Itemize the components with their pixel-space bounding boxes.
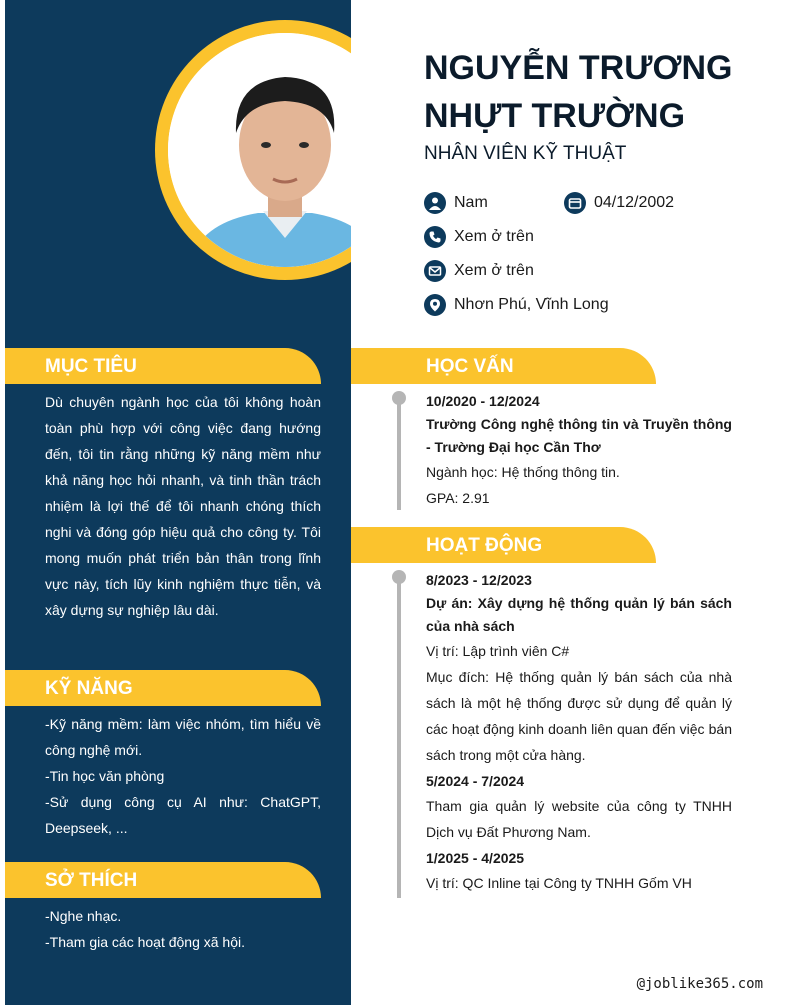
phone-value: Xem ở trên — [454, 228, 534, 245]
education-school: Trường Công nghệ thông tin và Truyền thông - Trường Đại học Cần Thơ — [426, 416, 732, 455]
activity-date: 5/2024 - 7/2024 — [426, 773, 525, 789]
skill-item: -Kỹ năng mềm: làm việc nhóm, tìm hiểu về công nghệ mới. — [45, 716, 321, 758]
hobbies-title: SỞ THÍCH — [45, 870, 138, 891]
skills-header — [5, 670, 321, 706]
activities-header — [351, 527, 656, 563]
activities-title: HOẠT ĐỘNG — [426, 535, 543, 556]
skill-item: -Tin học văn phòng — [45, 768, 165, 784]
education-date: 10/2020 - 12/2024 — [426, 393, 540, 409]
name-line-2: NHỰT TRƯỜNG — [424, 97, 686, 135]
activities-timeline-line — [397, 577, 401, 898]
activity-role: Vị trí: Lập trình viên C# — [426, 643, 570, 659]
hobbies-section — [45, 903, 321, 955]
birthday-row — [564, 192, 674, 214]
name-line-1: NGUYỄN TRƯƠNG — [424, 49, 733, 87]
job-title: NHÂN VIÊN KỸ THUẬT — [424, 143, 627, 164]
email-row — [424, 260, 534, 282]
education-timeline-line — [397, 398, 401, 510]
activity-description: Vị trí: QC Inline tại Công ty TNHH Gốm VH — [426, 875, 692, 891]
calendar-icon — [564, 192, 586, 214]
gender-row — [424, 192, 488, 214]
activity-description: Tham gia quản lý website của công ty TNHH Dịch vụ Đất Phương Nam. — [426, 798, 732, 840]
activity-date: 1/2025 - 4/2025 — [426, 850, 525, 866]
user-icon — [424, 192, 446, 214]
phone-icon — [424, 226, 446, 248]
address-row — [424, 294, 609, 316]
birthday-value: 04/12/2002 — [594, 194, 675, 211]
hobby-item: -Tham gia các hoạt động xã hội. — [45, 934, 246, 950]
mail-icon — [424, 260, 446, 282]
skills-title: KỸ NĂNG — [45, 678, 133, 699]
objective-text: Dù chuyên ngành học của tôi không hoàn toàn phù hợp với công việc đang hướng đến, tôi tin rằng những kỹ năng mềm như khả năng học hỏi nhanh, và tinh thần trách nhiệm là lợi thế để tôi nhanh chóng thích nghi và đóng góp hiệu quả cho công ty. Tôi mong muốn phát triển bản thân trong lĩnh vực này, tích lũy kinh nghiệm thực tiễn, và xây dựng sự nghiệp lâu dài. — [45, 394, 321, 618]
full-name — [424, 44, 784, 140]
objective-title: MỤC TIÊU — [45, 356, 137, 377]
activity-date: 8/2023 - 12/2023 — [426, 572, 532, 588]
education-title: HỌC VẤN — [426, 356, 514, 377]
education-gpa: GPA: 2.91 — [426, 490, 490, 506]
address-value: Nhơn Phú, Vĩnh Long — [454, 296, 609, 313]
location-pin-icon — [424, 294, 446, 316]
education-major: Ngành học: Hệ thống thông tin. — [426, 464, 620, 480]
objective-section — [45, 389, 321, 623]
education-header — [351, 348, 656, 384]
phone-row — [424, 226, 534, 248]
hobby-item: -Nghe nhạc. — [45, 908, 122, 924]
skills-section — [45, 711, 321, 841]
activity-description: Mục đích: Hệ thống quản lý bán sách của nhà sách là một hệ thống được sử dụng để quản lý các hoạt động kinh doanh liên quan đến việc bán sách trong một cửa hàng. — [426, 669, 732, 763]
activity-project: Dự án: Xây dựng hệ thống quản lý bán sách của nhà sách — [426, 595, 732, 634]
skill-item: -Sử dụng công cụ AI như: ChatGPT, Deepseek, ... — [45, 794, 321, 836]
gender-value: Nam — [454, 194, 488, 211]
hobbies-header — [5, 862, 321, 898]
objective-header — [5, 348, 321, 384]
footer-watermark: @joblike365.com — [636, 976, 763, 992]
activities-list — [426, 569, 732, 896]
email-value: Xem ở trên — [454, 262, 534, 279]
education-entry — [426, 390, 732, 511]
